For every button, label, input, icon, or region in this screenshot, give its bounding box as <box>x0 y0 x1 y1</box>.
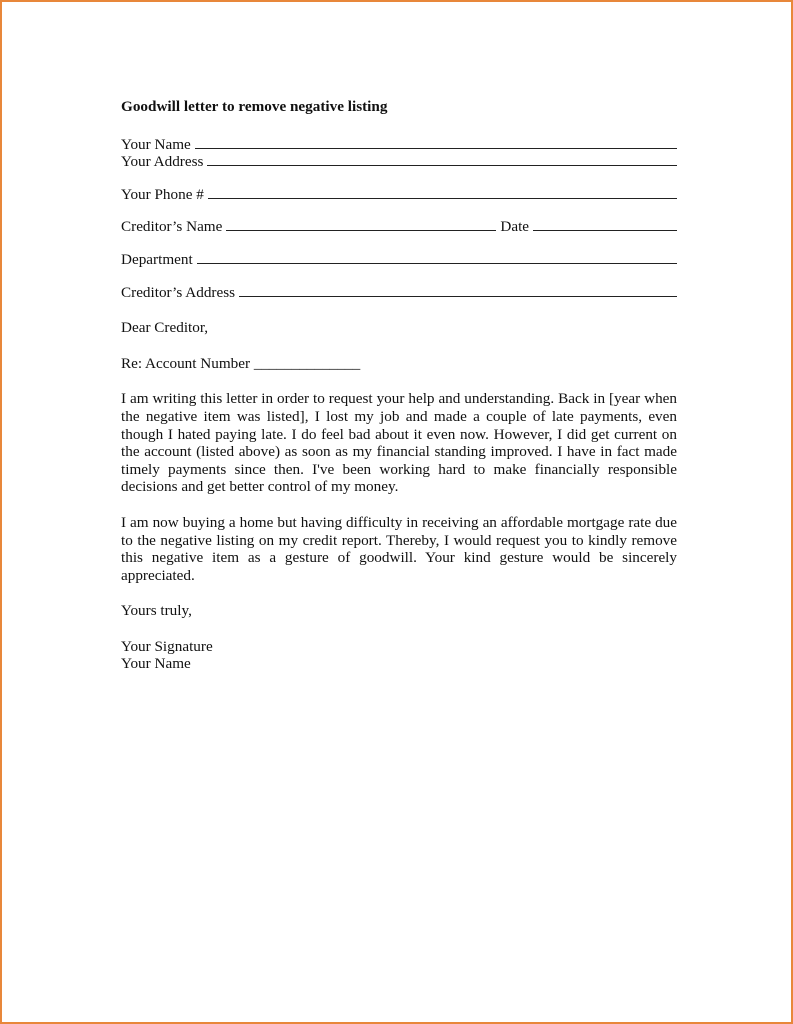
signature-name: Your Name <box>121 655 191 673</box>
creditors-name-field <box>121 218 677 236</box>
your-address-blank <box>207 153 677 166</box>
paragraph: I am writing this letter in order to request your help and understanding. Back in [year when the negative item was listed], I lost my job and made a couple of late payments, even though I hated paying late. I do feel bad about it even now. However, I did get current on the account (listed above) as soon as my financial standing improved. I have in fact made timely payments since then. I've been working hard to make financially responsible decisions and get better control of my money. <box>121 390 677 496</box>
date-label: Date <box>500 218 530 236</box>
letter-title: Goodwill letter to remove negative listing <box>121 98 388 115</box>
letter-body <box>121 98 677 673</box>
creditors-address-blank <box>239 284 677 297</box>
your-phone-field <box>121 186 677 204</box>
your-name-blank <box>195 136 677 149</box>
your-name-field <box>121 136 677 154</box>
creditors-address-field <box>121 284 677 302</box>
creditors-name-blank <box>226 218 496 231</box>
your-name-label: Your Name <box>121 135 191 153</box>
creditors-name-label: Creditor’s Name <box>121 218 223 236</box>
paragraph: I am now buying a home but having difficulty in receiving an affordable mortgage rate due to the negative listing on my credit report. Thereby, I would request you to kindly remove this negative item as a gesture of goodwill. Your kind gesture would be sincerely appreciated. <box>121 513 677 584</box>
creditors-address-label: Creditor’s Address <box>121 283 236 301</box>
department-blank <box>197 251 677 264</box>
re-account-number: Re: Account Number ______________ <box>121 354 361 372</box>
date-blank <box>533 218 677 231</box>
your-phone-blank <box>208 186 677 199</box>
salutation: Dear Creditor, <box>121 319 209 337</box>
your-phone-label: Your Phone # <box>121 185 204 203</box>
your-address-label: Your Address <box>121 153 204 171</box>
closing: Yours truly, <box>121 602 192 620</box>
your-address-field <box>121 153 677 171</box>
signature: Your Signature <box>121 637 213 655</box>
department-field <box>121 251 677 269</box>
department-label: Department <box>121 250 193 268</box>
